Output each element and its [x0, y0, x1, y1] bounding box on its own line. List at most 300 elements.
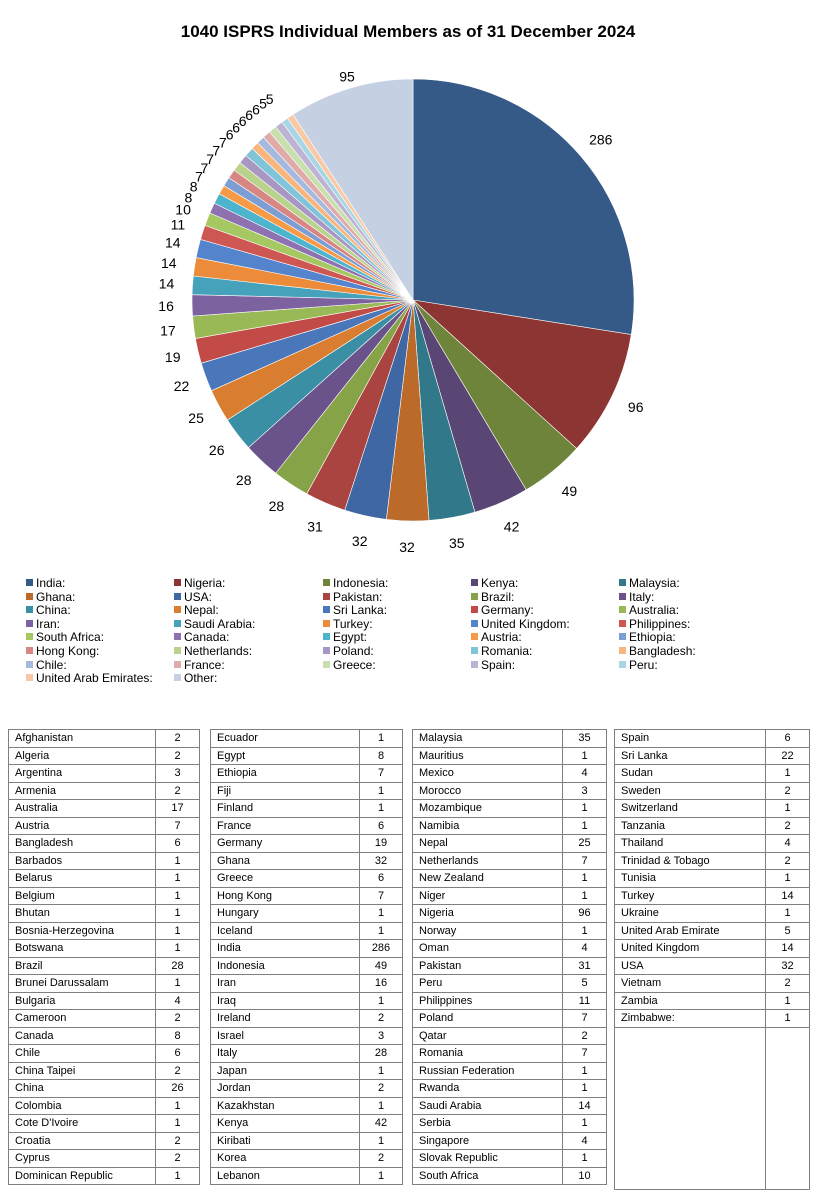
country-cell: Brunei Darussalam	[9, 975, 156, 993]
country-cell: Sudan	[615, 765, 766, 783]
table-row	[413, 852, 607, 870]
count-cell: 1	[563, 922, 607, 940]
country-cell: Mexico	[413, 765, 563, 783]
data-label-hong-kong: 7	[206, 151, 214, 168]
table-row	[211, 782, 403, 800]
table-row	[615, 1010, 810, 1028]
country-cell: Serbia	[413, 1115, 563, 1133]
data-label-saudi-arabia: 14	[158, 275, 175, 292]
legend-swatch	[471, 593, 478, 600]
legend-swatch	[26, 661, 33, 668]
country-cell: Ukraine	[615, 905, 766, 923]
count-cell: 35	[563, 730, 607, 748]
legend-label: Brazil:	[481, 589, 515, 604]
count-cell: 42	[360, 1115, 403, 1133]
table-row	[211, 852, 403, 870]
data-label-poland: 7	[218, 134, 227, 151]
count-cell: 1	[766, 870, 810, 888]
count-cell: 2	[360, 1080, 403, 1098]
country-cell: Nepal	[413, 835, 563, 853]
count-cell: 1	[156, 1097, 200, 1115]
table-row	[413, 975, 607, 993]
data-label-india: 286	[589, 131, 613, 148]
legend-label: Indonesia:	[333, 576, 389, 590]
table-row	[9, 782, 200, 800]
legend-label: Ethiopia:	[629, 630, 676, 645]
legend-swatch	[619, 579, 626, 586]
legend-label: Germany:	[481, 603, 534, 618]
data-label-ghana: 32	[399, 538, 415, 555]
table-row	[9, 852, 200, 870]
legend-item-nepal	[174, 604, 219, 618]
count-cell: 2	[156, 1062, 200, 1080]
legend-swatch	[471, 606, 478, 613]
data-label-nigeria: 96	[627, 398, 644, 415]
table-row	[413, 1132, 607, 1150]
count-cell: 1	[156, 975, 200, 993]
legend-item-chile	[26, 659, 67, 673]
country-cell: Niger	[413, 887, 563, 905]
legend-swatch	[471, 579, 478, 586]
legend-item-poland	[323, 645, 374, 659]
legend-item-iran	[26, 618, 60, 632]
legend-item-brazil	[471, 591, 514, 605]
legend-swatch	[174, 661, 181, 668]
count-cell: 8	[360, 747, 403, 765]
country-cell: Norway	[413, 922, 563, 940]
count-cell: 11	[563, 992, 607, 1010]
table-row	[9, 940, 200, 958]
legend-item-south-africa	[26, 631, 104, 645]
data-label-bangladesh: 6	[232, 119, 241, 136]
table-row	[9, 1027, 200, 1045]
country-cell: Israel	[211, 1027, 360, 1045]
table-row	[413, 1027, 607, 1045]
legend-item-romania	[471, 645, 532, 659]
data-label-philippines: 11	[170, 216, 186, 233]
country-cell: Nigeria	[413, 905, 563, 923]
table-row	[211, 940, 403, 958]
data-label-spain: 5	[259, 95, 267, 112]
legend-item-usa	[174, 591, 212, 605]
table-row	[615, 905, 810, 923]
table-row	[413, 992, 607, 1010]
pie-slice-india	[413, 79, 634, 335]
legend-label: Nepal:	[184, 603, 219, 618]
legend-swatch	[174, 579, 181, 586]
legend-label: Spain:	[481, 657, 516, 672]
legend-label: Chile:	[36, 657, 67, 672]
country-cell: Indonesia	[211, 957, 360, 975]
count-cell: 1	[766, 800, 810, 818]
data-label-romania: 6	[225, 126, 234, 143]
country-cell: Fiji	[211, 782, 360, 800]
table-row	[211, 1080, 403, 1098]
table-row	[413, 905, 607, 923]
country-cell: India	[211, 940, 360, 958]
legend-swatch	[619, 647, 626, 654]
legend-item-greece	[323, 659, 376, 673]
data-label-australia: 17	[160, 322, 176, 339]
table-row	[211, 1167, 403, 1185]
table-row	[211, 1045, 403, 1063]
legend-swatch	[26, 593, 33, 600]
country-cell: Lebanon	[211, 1167, 360, 1185]
legend-swatch	[323, 606, 330, 613]
legend-swatch	[323, 647, 330, 654]
legend-label: Egypt:	[333, 630, 368, 645]
table-row	[413, 1150, 607, 1168]
legend-label: Kenya:	[481, 576, 519, 590]
country-cell: Iceland	[211, 922, 360, 940]
country-cell: Turkey	[615, 887, 766, 905]
country-cell: Armenia	[9, 782, 156, 800]
legend-swatch	[323, 579, 330, 586]
table-row	[9, 1167, 200, 1185]
legend-label: India:	[36, 576, 66, 590]
legend-swatch	[619, 661, 626, 668]
count-cell: 6	[156, 835, 200, 853]
legend-label: Poland:	[333, 644, 374, 658]
table-row	[413, 817, 607, 835]
country-cell: Croatia	[9, 1132, 156, 1150]
legend-item-spain	[471, 659, 515, 673]
count-cell: 286	[360, 940, 403, 958]
country-cell: Hong Kong	[211, 887, 360, 905]
count-cell: 14	[766, 940, 810, 958]
country-cell: Iran	[211, 975, 360, 993]
country-cell: Zimbabwe:	[615, 1010, 766, 1028]
table-row	[413, 870, 607, 888]
table-row	[211, 1132, 403, 1150]
table-row	[615, 957, 810, 975]
legend-swatch	[174, 633, 181, 640]
country-cell: Belgium	[9, 887, 156, 905]
count-cell: 2	[156, 1132, 200, 1150]
legend-label: Canada:	[184, 630, 230, 645]
table-row	[211, 887, 403, 905]
legend-label: Italy:	[629, 589, 655, 604]
table-row	[9, 835, 200, 853]
count-cell: 1	[563, 817, 607, 835]
count-cell: 4	[563, 940, 607, 958]
country-cell: Ecuador	[211, 730, 360, 748]
count-cell: 3	[156, 765, 200, 783]
count-cell: 4	[156, 992, 200, 1010]
country-cell: Ethiopia	[211, 765, 360, 783]
legend-label: Bangladesh:	[629, 644, 696, 658]
table-row	[615, 922, 810, 940]
table-row	[413, 1097, 607, 1115]
table-row	[615, 975, 810, 993]
count-cell: 2	[156, 782, 200, 800]
count-cell: 1	[156, 852, 200, 870]
count-cell: 1	[360, 922, 403, 940]
data-label-sri-lanka: 22	[173, 378, 190, 395]
legend-label: Philippines:	[629, 616, 691, 631]
table-row	[9, 817, 200, 835]
country-cell: Spain	[615, 730, 766, 748]
count-cell: 31	[563, 957, 607, 975]
count-cell: 16	[360, 975, 403, 993]
count-cell: 19	[360, 835, 403, 853]
country-cell: Malaysia	[413, 730, 563, 748]
legend-item-sri-lanka	[323, 604, 387, 618]
country-cell: Finland	[211, 800, 360, 818]
country-cell: Bhutan	[9, 905, 156, 923]
legend-label: Nigeria:	[184, 576, 226, 590]
legend-label: Greece:	[333, 657, 376, 672]
count-cell: 7	[360, 887, 403, 905]
country-cell: Tanzania	[615, 817, 766, 835]
country-cell: Slovak Republic	[413, 1150, 563, 1168]
country-cell: Botswana	[9, 940, 156, 958]
legend-label: France:	[184, 657, 225, 672]
data-label-kenya: 42	[503, 518, 520, 535]
country-cell: Tunisia	[615, 870, 766, 888]
country-cell: Bosnia-Herzegovina	[9, 922, 156, 940]
table-row	[615, 887, 810, 905]
count-cell: 2	[360, 1150, 403, 1168]
pie-chart	[0, 0, 816, 570]
legend-label: Iran:	[36, 616, 61, 631]
country-cell: Canada	[9, 1027, 156, 1045]
country-cell: China Taipei	[9, 1062, 156, 1080]
data-label-austria: 7	[195, 168, 203, 185]
legend-item-netherlands	[174, 645, 252, 659]
count-cell: 1	[766, 905, 810, 923]
country-cell: Netherlands	[413, 852, 563, 870]
country-cell: Iraq	[211, 992, 360, 1010]
count-cell: 8	[156, 1027, 200, 1045]
legend-swatch	[26, 579, 33, 586]
table-row	[9, 992, 200, 1010]
count-cell: 6	[360, 817, 403, 835]
table-row	[9, 800, 200, 818]
count-cell: 6	[156, 1045, 200, 1063]
data-label-usa: 32	[351, 533, 368, 550]
count-cell: 1	[563, 747, 607, 765]
count-cell: 1	[156, 940, 200, 958]
count-cell: 1	[360, 1132, 403, 1150]
legend-swatch	[323, 633, 330, 640]
table-row	[615, 870, 810, 888]
table-row	[615, 747, 810, 765]
country-cell: Thailand	[615, 835, 766, 853]
legend-swatch	[174, 674, 181, 681]
count-cell: 1	[563, 1150, 607, 1168]
table-row	[615, 730, 810, 748]
count-cell: 96	[563, 905, 607, 923]
count-cell: 7	[563, 1045, 607, 1063]
country-cell: Barbados	[9, 852, 156, 870]
legend-label: United Kingdom:	[481, 616, 570, 631]
table-row	[9, 870, 200, 888]
country-cell: Mauritius	[413, 747, 563, 765]
country-cell: Japan	[211, 1062, 360, 1080]
table-row	[211, 975, 403, 993]
legend-swatch	[471, 620, 478, 627]
legend-swatch	[619, 593, 626, 600]
count-cell: 7	[563, 852, 607, 870]
country-cell: USA	[615, 957, 766, 975]
count-cell: 1	[360, 1167, 403, 1185]
country-cell: Kazakhstan	[211, 1097, 360, 1115]
country-cell: Brazil	[9, 957, 156, 975]
legend-swatch	[174, 647, 181, 654]
table-row	[211, 1115, 403, 1133]
table-row	[9, 1062, 200, 1080]
table-row	[413, 1010, 607, 1028]
count-cell: 7	[563, 1010, 607, 1028]
country-cell: Germany	[211, 835, 360, 853]
country-cell: Chile	[9, 1045, 156, 1063]
country-cell: Qatar	[413, 1027, 563, 1045]
legend-item-egypt	[323, 631, 367, 645]
count-cell: 1	[360, 1062, 403, 1080]
count-cell: 25	[563, 835, 607, 853]
legend-item-italy	[619, 591, 654, 605]
table-row	[211, 922, 403, 940]
table-row	[413, 730, 607, 748]
data-label-china: 26	[208, 442, 225, 458]
count-cell: 4	[766, 835, 810, 853]
table-row	[615, 835, 810, 853]
legend-item-indonesia	[323, 577, 388, 591]
legend-label: Saudi Arabia:	[184, 616, 256, 631]
count-cell: 1	[156, 870, 200, 888]
legend-item-philippines	[619, 618, 690, 632]
count-cell: 14	[563, 1097, 607, 1115]
count-cell: 6	[360, 870, 403, 888]
count-cell: 2	[766, 817, 810, 835]
country-cell: United Kingdom	[615, 940, 766, 958]
country-cell: Dominican Republic	[9, 1167, 156, 1185]
data-label-italy: 28	[235, 471, 252, 488]
table-row	[413, 940, 607, 958]
legend-item-saudi-arabia	[174, 618, 255, 632]
country-cell: Bulgaria	[9, 992, 156, 1010]
legend-label: Australia:	[629, 603, 680, 618]
count-cell: 2	[360, 1010, 403, 1028]
legend-label: United Arab Emirates:	[36, 671, 153, 686]
count-cell: 3	[360, 1027, 403, 1045]
legend-item-india	[26, 577, 65, 591]
country-cell: France	[211, 817, 360, 835]
count-cell: 1	[360, 905, 403, 923]
table-row	[211, 905, 403, 923]
count-cell: 2	[563, 1027, 607, 1045]
legend-item-germany	[471, 604, 534, 618]
country-cell: Saudi Arabia	[413, 1097, 563, 1115]
data-label-netherlands: 7	[212, 142, 221, 159]
count-cell: 1	[563, 1080, 607, 1098]
table-row	[9, 887, 200, 905]
member-table-4	[614, 729, 810, 1190]
legend-label: Sri Lanka:	[333, 603, 388, 618]
table-row	[413, 835, 607, 853]
table-row	[615, 800, 810, 818]
data-label-brazil: 28	[268, 497, 285, 514]
table-row	[9, 1045, 200, 1063]
table-row	[9, 1150, 200, 1168]
count-cell: 10	[563, 1167, 607, 1185]
legend-item-australia	[619, 604, 679, 618]
table-row	[413, 1115, 607, 1133]
country-cell: Namibia	[413, 817, 563, 835]
legend-item-ethiopia	[619, 631, 676, 645]
table-row	[615, 817, 810, 835]
data-label-united-kingdom: 14	[165, 234, 181, 251]
legend-label: Malaysia:	[629, 576, 680, 590]
table-row	[211, 835, 403, 853]
legend-item-pakistan	[323, 591, 382, 605]
legend-swatch	[471, 647, 478, 654]
table-row	[9, 1010, 200, 1028]
count-cell: 1	[156, 1167, 200, 1185]
country-cell: Austria	[9, 817, 156, 835]
legend-item-peru	[619, 659, 658, 673]
count-cell: 2	[156, 747, 200, 765]
country-cell: Peru	[413, 975, 563, 993]
table-row	[211, 1027, 403, 1045]
data-label-malaysia: 35	[449, 535, 465, 552]
table-row	[9, 905, 200, 923]
country-cell: Mozambique	[413, 800, 563, 818]
count-cell: 2	[766, 852, 810, 870]
country-cell: Greece	[211, 870, 360, 888]
country-cell: Afghanistan	[9, 730, 156, 748]
table-row	[413, 800, 607, 818]
country-cell: Morocco	[413, 782, 563, 800]
table-row	[9, 922, 200, 940]
data-label-south-africa: 10	[175, 201, 191, 218]
table-row	[211, 957, 403, 975]
legend-swatch	[174, 593, 181, 600]
table-row	[9, 1097, 200, 1115]
data-label-iran: 16	[158, 298, 174, 314]
data-label-nepal: 25	[188, 410, 204, 427]
data-label-pakistan: 31	[307, 518, 323, 535]
table-row	[211, 730, 403, 748]
country-cell: Cameroon	[9, 1010, 156, 1028]
count-cell: 1	[563, 1115, 607, 1133]
country-cell: Belarus	[9, 870, 156, 888]
legend-label: Turkey:	[333, 616, 373, 631]
count-cell: 1	[766, 1010, 810, 1028]
country-cell: Trinidad & Tobago	[615, 852, 766, 870]
data-label-indonesia: 49	[561, 483, 578, 500]
count-cell: 7	[360, 765, 403, 783]
count-cell: 14	[766, 887, 810, 905]
country-cell: Cyprus	[9, 1150, 156, 1168]
count-cell: 2	[156, 1150, 200, 1168]
legend-label: Netherlands:	[184, 644, 253, 658]
count-cell: 6	[766, 730, 810, 748]
table-row	[211, 992, 403, 1010]
country-cell: Kiribati	[211, 1132, 360, 1150]
table-row	[9, 747, 200, 765]
table-row	[211, 747, 403, 765]
chart-title: 1040 ISPRS Individual Members as of 31 December 2024	[180, 22, 636, 41]
country-cell: Oman	[413, 940, 563, 958]
count-cell: 5	[766, 922, 810, 940]
count-cell: 32	[766, 957, 810, 975]
country-cell: Algeria	[9, 747, 156, 765]
country-cell: Switzerland	[615, 800, 766, 818]
count-cell: 1	[156, 1115, 200, 1133]
count-cell: 2	[766, 782, 810, 800]
